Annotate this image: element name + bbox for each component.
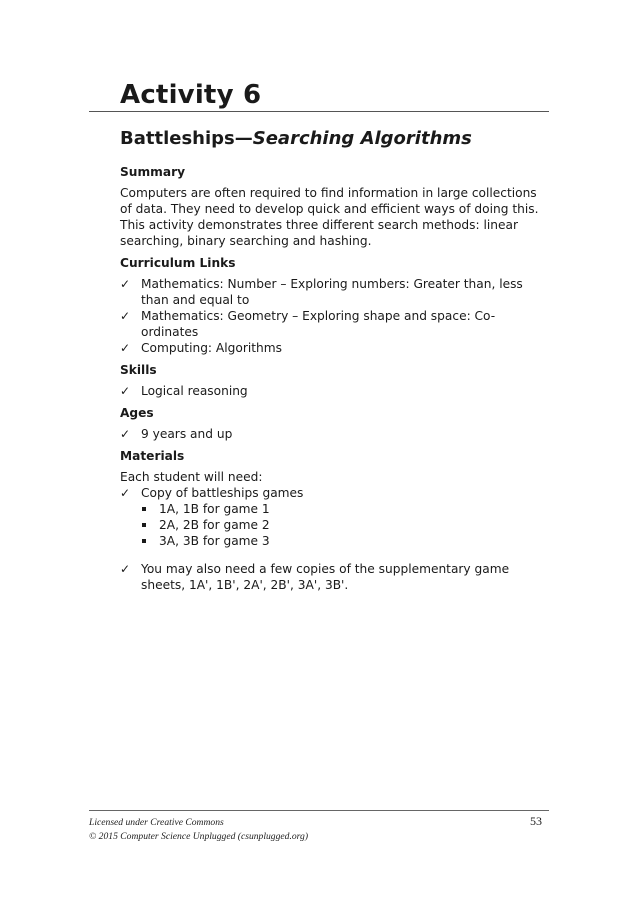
materials-sublist [120,501,550,549]
curriculum-item-text: Mathematics: Number – Exploring numbers: Greater than, less than and equal to [141,277,523,307]
ages-heading: Ages [120,406,154,420]
check-icon: ✓ [120,427,131,441]
skills-heading: Skills [120,363,157,377]
ages-list [120,426,550,442]
ages-item-text: 9 years and up [141,427,233,441]
subtitle-main: Battleships— [120,128,253,149]
footer-copyright: © 2015 Computer Science Unplugged (csunplugged.org) [89,831,309,842]
summary-section [120,164,550,249]
list-item [120,383,550,399]
curriculum-item-text: Computing: Algorithms [141,341,282,355]
materials-list [120,485,550,501]
list-item [120,485,550,501]
materials-extra-text: You may also need a few copies of the supplementary game sheets, 1A', 1B', 2A', 2B', 3A', 3B'. [141,562,510,592]
materials-subitem-text: 1A, 1B for game 1 [159,502,270,516]
check-icon: ✓ [120,309,131,323]
activity-subtitle [120,128,472,149]
square-bullet-icon [142,523,146,527]
summary-heading: Summary [120,165,186,179]
curriculum-section [120,255,550,356]
list-item [120,340,550,356]
materials-item-text: Copy of battleships games [141,486,304,500]
list-item [120,561,550,593]
check-icon: ✓ [120,277,131,291]
activity-content [120,164,550,599]
materials-intro: Each student will need: [120,470,263,484]
page-number: 53 [530,814,542,828]
materials-heading: Materials [120,449,185,463]
summary-text: Computers are often required to find information in large collections of data. They need to develop quick and efficient ways of doing this. This activity demonstrates three different search methods: linear searching, binary searching and hashing. [120,186,539,248]
skills-item-text: Logical reasoning [141,384,248,398]
list-item [120,276,550,308]
curriculum-item-text: Mathematics: Geometry – Exploring shape and space: Co-ordinates [141,309,496,339]
list-item [120,426,550,442]
spacer [120,549,550,561]
footer [89,816,308,844]
skills-list [120,383,550,399]
list-item [142,533,550,549]
title-divider [89,111,549,112]
check-icon: ✓ [120,384,131,398]
materials-subitem-text: 3A, 3B for game 3 [159,534,270,548]
check-icon: ✓ [120,341,131,355]
list-item [120,308,550,340]
curriculum-heading: Curriculum Links [120,256,236,270]
square-bullet-icon [142,507,146,511]
list-item [142,517,550,533]
materials-section [120,448,550,593]
check-icon: ✓ [120,486,131,500]
materials-subitem-text: 2A, 2B for game 2 [159,518,270,532]
ages-section [120,405,550,442]
footer-license: Licensed under Creative Commons [89,817,224,828]
skills-section [120,362,550,399]
activity-title: Activity 6 [120,80,262,110]
subtitle-italic: Searching Algorithms [252,128,472,149]
curriculum-list [120,276,550,356]
square-bullet-icon [142,539,146,543]
materials-extra-list [120,561,550,593]
footer-divider [89,810,549,811]
check-icon: ✓ [120,562,131,576]
list-item [142,501,550,517]
